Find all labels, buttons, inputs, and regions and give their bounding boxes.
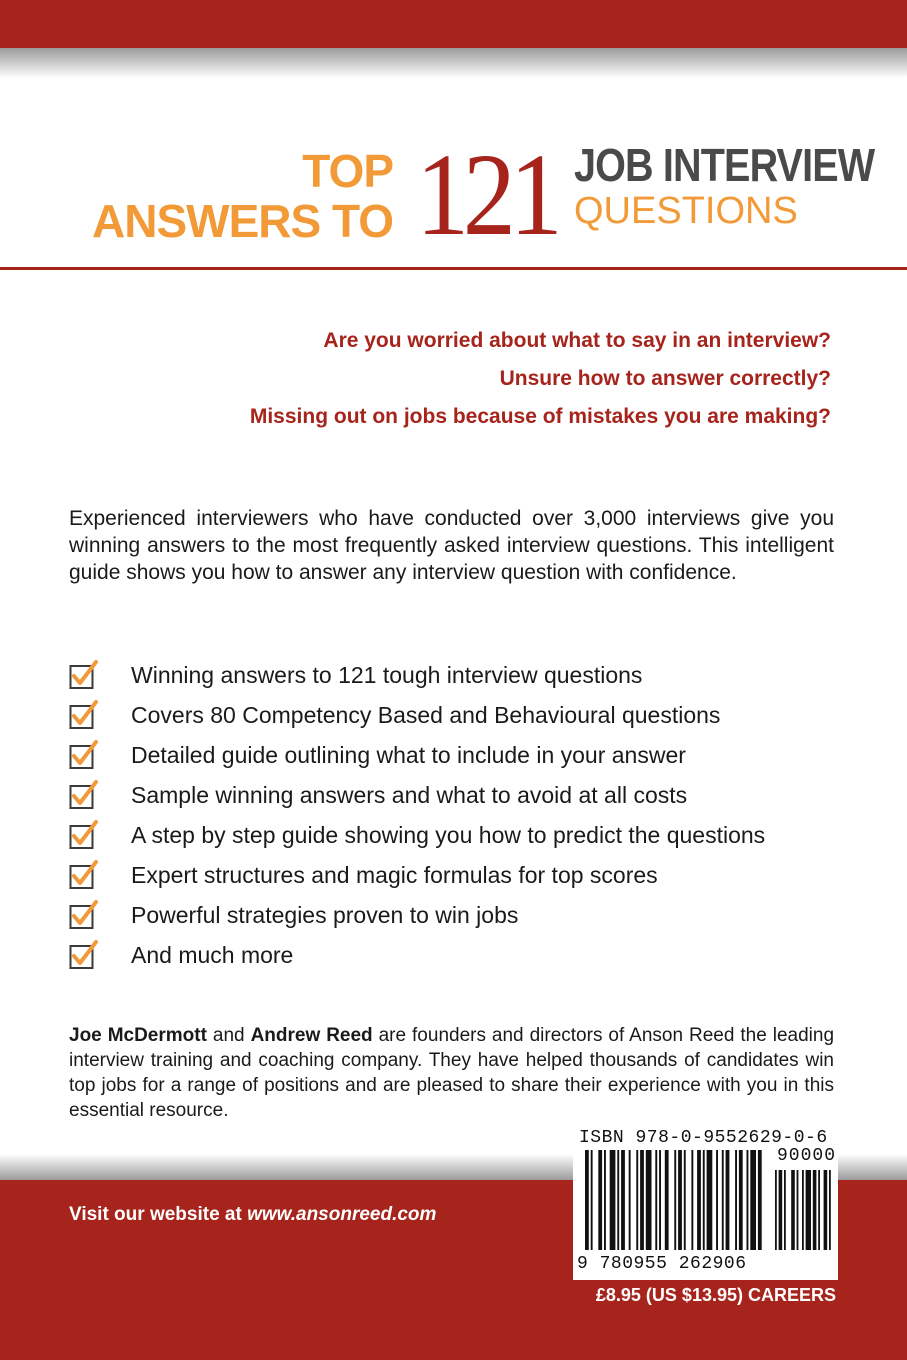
feature-text: Expert structures and magic formulas for top scores	[131, 862, 658, 888]
title-job-interview: JOB INTERVIEW	[574, 139, 875, 191]
about-text: are founders and directors of Anson Reed the leading interview training and coaching company. They have helped thousands of candidates win top jobs for a range of positions and are pleased to share their experience with you in this essential resource.	[69, 1025, 835, 1121]
checkbox-tick-icon	[69, 740, 99, 770]
feature-item	[69, 816, 849, 856]
title-left-block	[92, 145, 393, 247]
feature-item	[69, 896, 849, 936]
website-prefix: Visit our website at	[69, 1204, 248, 1225]
feature-item	[69, 656, 849, 696]
price-label: £8.95 (US $13.95) CAREERS	[595, 1285, 836, 1305]
barcode-addon: 90000	[777, 1146, 837, 1166]
feature-text: Covers 80 Competency Based and Behavioural questions	[131, 702, 721, 728]
feature-text: And much more	[131, 942, 294, 968]
author-joe: Joe McDermott	[69, 1025, 207, 1046]
feature-text: Powerful strategies proven to win jobs	[131, 902, 519, 928]
top-shadow-gradient	[0, 48, 907, 78]
isbn-number: ISBN 978-0-9552629-0-6	[579, 1128, 828, 1148]
question-1: Are you worried about what to say in an interview?	[323, 329, 831, 352]
feature-text: Detailed guide outlining what to include in your answer	[131, 742, 686, 768]
feature-item	[69, 776, 849, 816]
title-divider	[0, 267, 907, 270]
feature-text: Sample winning answers and what to avoid at all costs	[131, 782, 688, 808]
title-number: 121	[416, 129, 557, 260]
feature-item	[69, 736, 849, 776]
feature-list	[69, 656, 849, 976]
title-right-block	[574, 139, 907, 232]
website-line	[69, 1204, 436, 1226]
checkbox-tick-icon	[69, 940, 99, 970]
checkbox-tick-icon	[69, 860, 99, 890]
about-authors	[69, 1023, 834, 1123]
isbn-barcode	[573, 1126, 838, 1280]
barcode-digits: 9 780955 262906	[577, 1254, 747, 1274]
barcode-bars-icon	[583, 1150, 833, 1254]
checkbox-tick-icon	[69, 660, 99, 690]
feature-item	[69, 936, 849, 976]
checkbox-tick-icon	[69, 700, 99, 730]
top-red-band	[0, 0, 907, 48]
checkbox-tick-icon	[69, 780, 99, 810]
feature-text: A step by step guide showing you how to predict the questions	[131, 822, 766, 848]
author-andrew: Andrew Reed	[250, 1025, 373, 1046]
title-top: TOP	[302, 145, 393, 197]
about-and: and	[206, 1025, 251, 1046]
title-answers-to: ANSWERS TO	[92, 195, 393, 247]
website-url: www.ansonreed.com	[247, 1204, 437, 1225]
question-2: Unsure how to answer correctly?	[499, 367, 831, 390]
checkbox-tick-icon	[69, 900, 99, 930]
question-list	[250, 326, 831, 440]
checkbox-tick-icon	[69, 820, 99, 850]
feature-item	[69, 696, 849, 736]
feature-item	[69, 856, 849, 896]
question-3: Missing out on jobs because of mistakes you are making?	[249, 405, 831, 428]
intro-paragraph: Experienced interviewers who have conducted over 3,000 interviews give you winning answers to the most frequently asked interview questions. This intelligent guide shows you how to answer any interview question with confidence.	[69, 507, 834, 584]
title-questions: QUESTIONS	[574, 190, 798, 232]
feature-text: Winning answers to 121 tough interview questions	[131, 662, 643, 688]
